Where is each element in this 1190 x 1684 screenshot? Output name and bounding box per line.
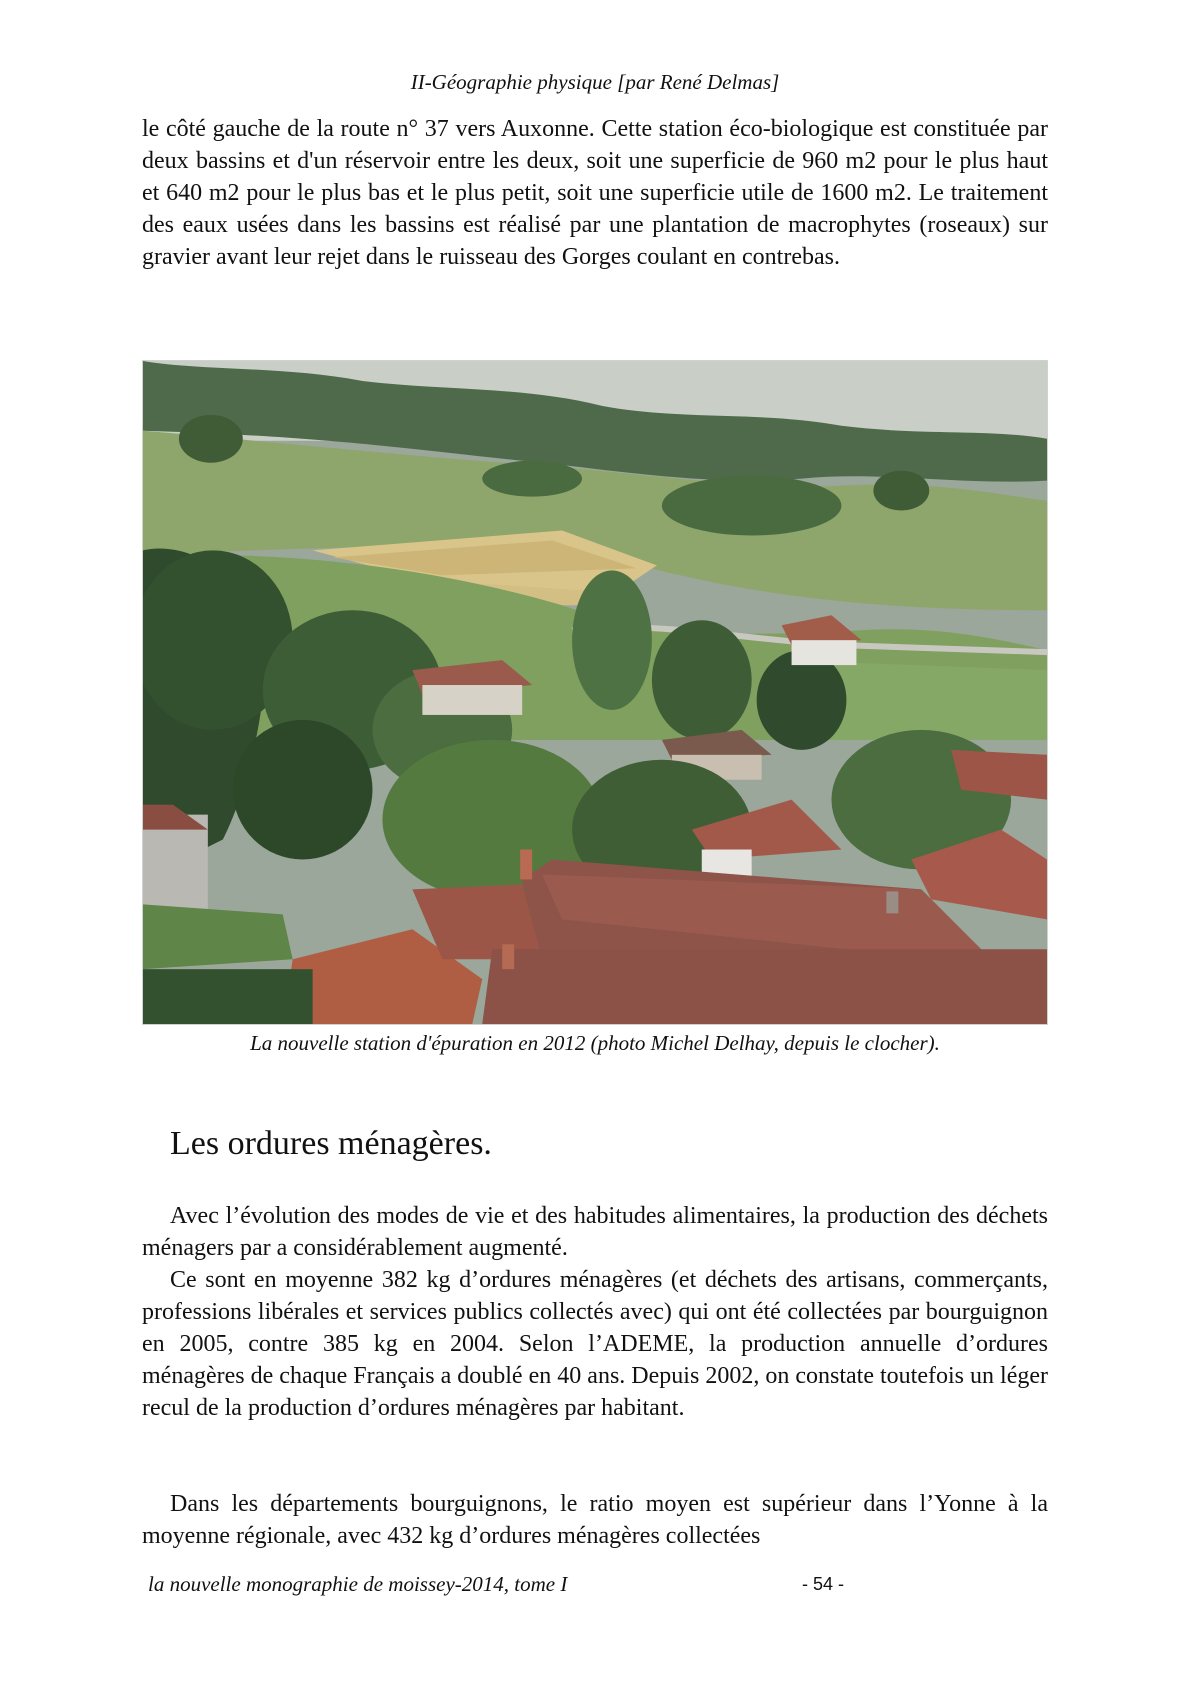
section-title: Les ordures ménagères. xyxy=(170,1125,492,1162)
running-header: II-Géographie physique [par René Delmas] xyxy=(410,70,780,94)
page-number: - 54 - xyxy=(802,1574,845,1594)
paragraph-departments: Dans les départements bourguignons, le ratio moyen est supérieur dans l’Yonne à la moyenne régionale, avec 432 kg d’ordures ménagères collectées xyxy=(142,1491,1048,1549)
photo-caption: La nouvelle station d'épuration en 2012 (photo Michel Delhay, depuis le clocher). xyxy=(250,1031,940,1055)
footer-book-title: la nouvelle monographie de moissey-2014, tome I xyxy=(148,1572,568,1596)
paragraph-evolution: Avec l’évolution des modes de vie et des habitudes alimentaires, la production des déchets ménagers par a considérablement augmenté. xyxy=(142,1203,1048,1261)
paragraph-station-description: le côté gauche de la route n° 37 vers Auxonne. Cette station éco-biologique est constituée par deux bassins et d'un réservoir entre les deux, soit une superficie de 960 m2 pour le plus haut et 640 m2 pour le plus bas et le plus petit, soit une superficie utile de 1600 m2. Le traitement des eaux usées dans les bassins est réalisé par une plantation de macrophytes (roseaux) sur gravier avant leur rejet dans le ruisseau des Gorges coulant en contrebas. xyxy=(142,116,1048,270)
landscape-photo-illustration xyxy=(143,361,1047,1024)
paragraph-statistics: Ce sont en moyenne 382 kg d’ordures ménagères (et déchets des artisans, commerçants, professions libérales et services publics collectés avec) qui ont été collectées par bourguignon en 2005, contre 385 kg en 2004. Selon l’ADEME, la production annuelle d’ordures ménagères de chaque Français a doublé en 40 ans. Depuis 2002, on constate toutefois un léger recul de la production d’ordures ménagères par habitant. xyxy=(142,1267,1048,1421)
photo-sewage-station xyxy=(142,360,1048,1025)
